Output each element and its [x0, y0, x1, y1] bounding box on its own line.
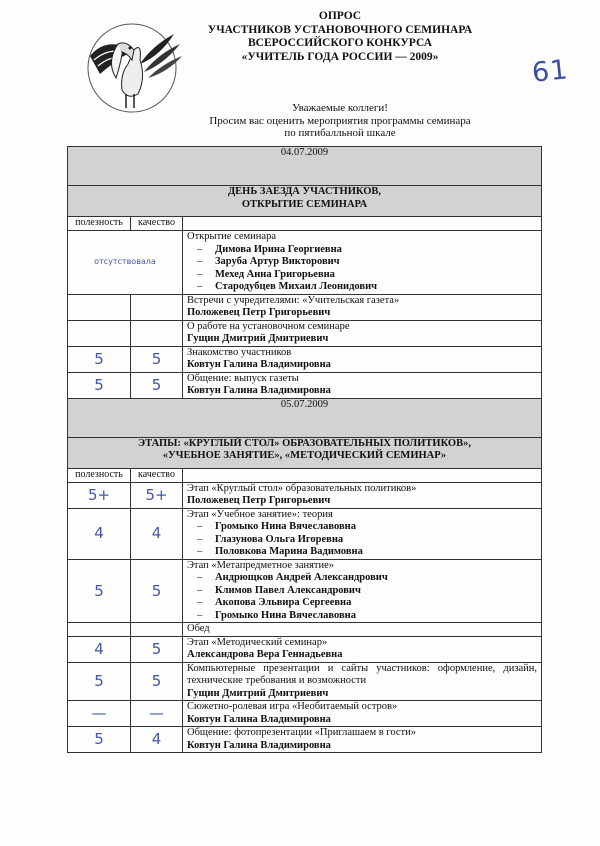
table-row — [68, 294, 542, 320]
person-name: Ковтун Галина Владимировна — [187, 359, 331, 370]
person-name: – Акопова Эльвира Сергеевна — [187, 597, 537, 610]
pelican-logo — [76, 16, 188, 116]
usefulness-cell[interactable]: 4 — [68, 508, 131, 559]
quality-cell[interactable]: 4 — [131, 508, 183, 559]
handwritten-page-number: 61 — [530, 54, 570, 89]
header-line-3: ВСЕРОССИЙСКОГО КОНКУРСА — [247, 37, 433, 49]
quality-cell — [131, 623, 183, 637]
usefulness-cell[interactable]: 5 — [68, 662, 131, 701]
event-title: Этап «Круглый стол» образовательных политиков» — [187, 482, 417, 494]
day2-column-header-row — [68, 468, 542, 482]
table-row — [68, 701, 542, 727]
table-row — [68, 372, 542, 398]
col-usefulness: полезность — [68, 217, 131, 231]
usefulness-cell[interactable]: 5 — [68, 727, 131, 753]
day1-column-header-row — [68, 217, 542, 231]
col-quality: качество — [131, 468, 183, 482]
table-row — [68, 320, 542, 346]
header-line-4: «УЧИТЕЛЬ ГОДА РОССИИ — 2009» — [241, 50, 439, 63]
usefulness-cell[interactable] — [68, 294, 131, 320]
table-row — [68, 636, 542, 662]
person-name: Ковтун Галина Владимировна — [187, 739, 331, 751]
table-row — [68, 508, 542, 559]
person-name: – Громыко Нина Вячеславовна — [187, 521, 537, 534]
day2-title-1: ЭТАПЫ: «КРУГЛЫЙ СТОЛ» ОБРАЗОВАТЕЛЬНЫХ ПОЛИТИКОВ», — [138, 437, 471, 449]
person-name: – Климов Павел Александрович — [187, 585, 537, 598]
table-row — [68, 346, 542, 372]
person-name: Положевец Петр Григорьевич — [187, 495, 331, 506]
person-name: Ковтун Галина Владимировна — [187, 385, 331, 396]
event-title: Открытие семинара — [187, 231, 276, 242]
day1-date: 04.07.2009 — [68, 147, 542, 186]
event-title: О работе на установочном семинаре — [187, 320, 350, 332]
quality-cell[interactable]: — — [131, 701, 183, 727]
quality-cell[interactable]: 5 — [131, 372, 183, 398]
intro-line-1: Просим вас оценить мероприятия программы семинара — [209, 114, 471, 127]
quality-cell[interactable] — [131, 320, 183, 346]
person-name: – Андрющков Андрей Александрович — [187, 572, 537, 585]
quality-cell[interactable]: 5 — [131, 346, 183, 372]
event-title: Этап «Метапредметное занятие» — [187, 559, 335, 571]
survey-header — [190, 10, 490, 64]
table-row — [68, 231, 542, 295]
intro-line-2: по пятибалльной шкале — [284, 127, 396, 139]
person-name: – Половкова Марина Вадимовна — [187, 546, 537, 559]
person-name: – Громыко Нина Вячеславовна — [187, 610, 537, 623]
quality-cell[interactable]: 5 — [131, 636, 183, 662]
event-title: Общение: выпуск газеты — [187, 372, 299, 384]
intro-greeting: Уважаемые коллеги! — [292, 102, 388, 114]
quality-cell[interactable]: 5 — [131, 662, 183, 701]
day1-title-2: ОТКРЫТИЕ СЕМИНАРА — [241, 198, 368, 210]
quality-cell[interactable]: 5+ — [131, 482, 183, 508]
person-name: – Стародубцев Михаил Леонидович — [187, 281, 537, 294]
person-name: – Димова Ирина Георгиевна — [187, 244, 537, 257]
usefulness-cell[interactable]: 5+ — [68, 482, 131, 508]
event-title: Обед — [183, 623, 542, 637]
header-line-1: ОПРОС — [318, 10, 362, 22]
day1-title-1: ДЕНЬ ЗАЕЗДА УЧАСТНИКОВ, — [227, 186, 382, 197]
day1-date-row — [68, 147, 542, 186]
usefulness-cell[interactable] — [68, 320, 131, 346]
event-title: Общение: фотопрезентации «Приглашаем в гости» — [187, 727, 416, 738]
col-quality: качество — [131, 217, 183, 231]
day2-date-row — [68, 398, 542, 437]
usefulness-cell[interactable]: — — [68, 701, 131, 727]
table-row — [68, 623, 542, 637]
usefulness-cell[interactable]: 5 — [68, 559, 131, 623]
event-title: Сюжетно-ролевая игра «Необитаемый остров» — [187, 701, 398, 712]
usefulness-cell[interactable]: 5 — [68, 346, 131, 372]
absent-mark[interactable]: отсутствовала — [68, 231, 183, 295]
person-name: Ковтун Галина Владимировна — [187, 713, 331, 725]
table-row — [68, 482, 542, 508]
person-name: Гущин Дмитрий Дмитриевич — [187, 333, 329, 344]
person-name: Александрова Вера Геннадьевна — [187, 649, 343, 660]
table-row — [68, 662, 542, 701]
usefulness-cell[interactable]: 5 — [68, 372, 131, 398]
person-name: – Глазунова Ольга Игоревна — [187, 534, 537, 547]
col-usefulness: полезность — [68, 468, 131, 482]
event-title: Знакомство участников — [187, 346, 292, 358]
day1-title-row — [68, 186, 542, 217]
quality-cell[interactable]: 5 — [131, 559, 183, 623]
day2-title-row — [68, 437, 542, 468]
day2-date: 05.07.2009 — [68, 398, 542, 437]
quality-cell[interactable]: 4 — [131, 727, 183, 753]
event-title: Компьютерные презентации и сайты участников: оформление, дизайн, технические требования и возможности — [187, 662, 537, 686]
table-row — [68, 559, 542, 623]
quality-cell[interactable] — [131, 294, 183, 320]
intro-text — [150, 102, 530, 140]
survey-table — [67, 146, 542, 753]
usefulness-cell[interactable]: 4 — [68, 636, 131, 662]
day2-title-2: «УЧЕБНОЕ ЗАНЯТИЕ», «МЕТОДИЧЕСКИЙ СЕМИНАР» — [162, 450, 447, 461]
person-name: – Мехед Анна Григорьевна — [187, 269, 537, 282]
event-title: Этап «Методический семинар» — [187, 636, 328, 648]
person-name: Гущин Дмитрий Дмитриевич — [187, 687, 329, 699]
usefulness-cell — [68, 623, 131, 637]
person-name: – Заруба Артур Викторович — [187, 256, 537, 269]
person-name: Положевец Петр Григорьевич — [187, 307, 331, 318]
header-line-2: УЧАСТНИКОВ УСТАНОВОЧНОГО СЕМИНАРА — [207, 23, 473, 36]
event-title: Встречи с учредителями: «Учительская газета» — [187, 294, 400, 306]
event-title: Этап «Учебное занятие»: теория — [187, 508, 333, 520]
table-row — [68, 727, 542, 753]
